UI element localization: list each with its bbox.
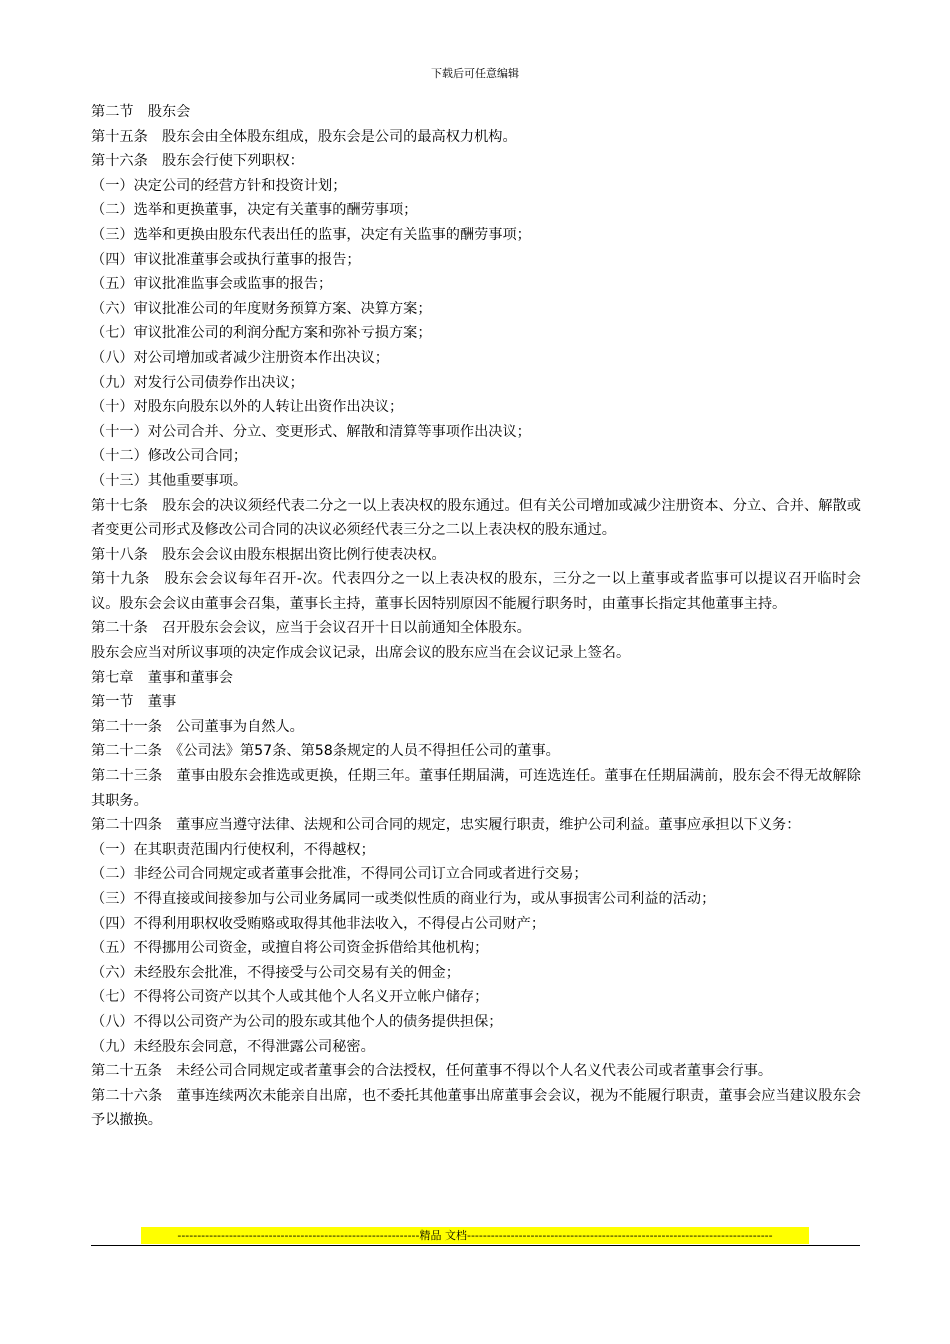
- list-item: （一）决定公司的经营方针和投资计划；: [91, 177, 347, 194]
- footer-divider: [91, 1245, 860, 1246]
- article-paragraph: 第十六条 股东会行使下列职权：: [91, 153, 304, 170]
- list-item: （十三）其他重要事项。: [91, 472, 248, 489]
- list-item: （七）审议批准公司的利润分配方案和弥补亏损方案；: [91, 325, 432, 342]
- article-paragraph: 第十八条 股东会会议由股东根据出资比例行使表决权。: [91, 546, 446, 563]
- article-paragraph: 第二十一条 公司董事为自然人。: [91, 718, 304, 735]
- list-item: （四）审议批准董事会或执行董事的报告；: [91, 251, 361, 268]
- list-item: （十一）对公司合并、分立、变更形式、解散和清算等事项作出决议；: [91, 423, 531, 440]
- list-item: （六）未经股东会批准，不得接受与公司交易有关的佣金；: [91, 964, 460, 981]
- list-item: （五）审议批准监事会或监事的报告；: [91, 276, 333, 293]
- list-item: （六）审议批准公司的年度财务预算方案、决算方案；: [91, 300, 432, 317]
- article-paragraph: 第二十四条 董事应当遵守法律、法规和公司合同的规定，忠实履行职责，维护公司利益。董事应承担以下义务：: [91, 817, 801, 834]
- article-paragraph: 第十九条 股东会会议每年召开-次。代表四分之一以上表决权的股东，三分之一以上董事或者监事可以提议召开临时会议。股东会会议由董事会召集，董事长主持，董事长因特别原因不能履行职务时，由董事长指定其他董事主持。: [91, 571, 861, 612]
- article-paragraph: 第二十三条 董事由股东会推选或更换，任期三年。董事任期届满，可连选连任。董事在任期届满前，股东会不得无故解除其职务。: [91, 768, 861, 809]
- article-paragraph: 第二十二条 《公司法》第57条、第58条规定的人员不得担任公司的董事。: [91, 743, 560, 760]
- page-header: 下载后可任意编辑: [431, 67, 519, 80]
- list-item: （九）对发行公司债券作出决议；: [91, 374, 304, 391]
- section-heading: 第一节 董事: [91, 694, 177, 711]
- list-item: （十）对股东向股东以外的人转让出资作出决议；: [91, 399, 404, 416]
- article-paragraph: 股东会应当对所议事项的决定作成会议记录，出席会议的股东应当在会议记录上签名。: [91, 645, 631, 662]
- article-paragraph: 第十五条 股东会由全体股东组成，股东会是公司的最高权力机构。: [91, 128, 517, 145]
- list-item: （三）选举和更换由股东代表出任的监事，决定有关监事的酬劳事项；: [91, 226, 531, 243]
- list-item: （十二）修改公司合同；: [91, 448, 248, 465]
- list-item: （一）在其职责范围内行使权利，不得越权；: [91, 841, 375, 858]
- list-item: （八）对公司增加或者减少注册资本作出决议；: [91, 349, 389, 366]
- list-item: （七）不得将公司资产以其个人或其他个人名义开立帐户储存；: [91, 989, 489, 1006]
- document-body: [91, 100, 861, 1133]
- article-paragraph: 第二十六条 董事连续两次未能亲自出席，也不委托其他董事出席董事会会议，视为不能履行职责，董事会应当建议股东会予以撤换。: [91, 1087, 861, 1129]
- chapter-heading: 第七章 董事和董事会: [91, 669, 233, 686]
- list-item: （二）选举和更换董事，决定有关董事的酬劳事项；: [91, 202, 418, 219]
- article-paragraph: 第二十条 召开股东会会议，应当于会议召开十日以前通知全体股东。: [91, 620, 531, 637]
- list-item: （九）未经股东会同意，不得泄露公司秘密。: [91, 1038, 375, 1055]
- list-item: （二）非经公司合同规定或者董事会批准，不得同公司订立合同或者进行交易；: [91, 866, 588, 883]
- article-paragraph: 第十七条 股东会的决议须经代表二分之一以上表决权的股东通过。但有关公司增加或减少注册资本、分立、合并、解散或者变更公司形式及修改公司合同的决议必须经代表三分之二以上表决权的股东通过。: [91, 497, 861, 539]
- list-item: （四）不得利用职权收受贿赂或取得其他非法收入，不得侵占公司财产；: [91, 915, 546, 932]
- footer-watermark: -------------------------------------------------------------精品 文档-----------------------------------------------------------------------------: [141, 1227, 809, 1244]
- article-paragraph: 第二十五条 未经公司合同规定或者董事会的合法授权，任何董事不得以个人名义代表公司或者董事会行事。: [91, 1063, 773, 1080]
- list-item: （五）不得挪用公司资金，或擅自将公司资金拆借给其他机构；: [91, 940, 489, 957]
- section-heading: 第二节 股东会: [91, 104, 191, 120]
- list-item: （三）不得直接或间接参加与公司业务属同一或类似性质的商业行为，或从事损害公司利益的活动；: [91, 891, 716, 907]
- list-item: （八）不得以公司资产为公司的股东或其他个人的债务提供担保；: [91, 1013, 503, 1030]
